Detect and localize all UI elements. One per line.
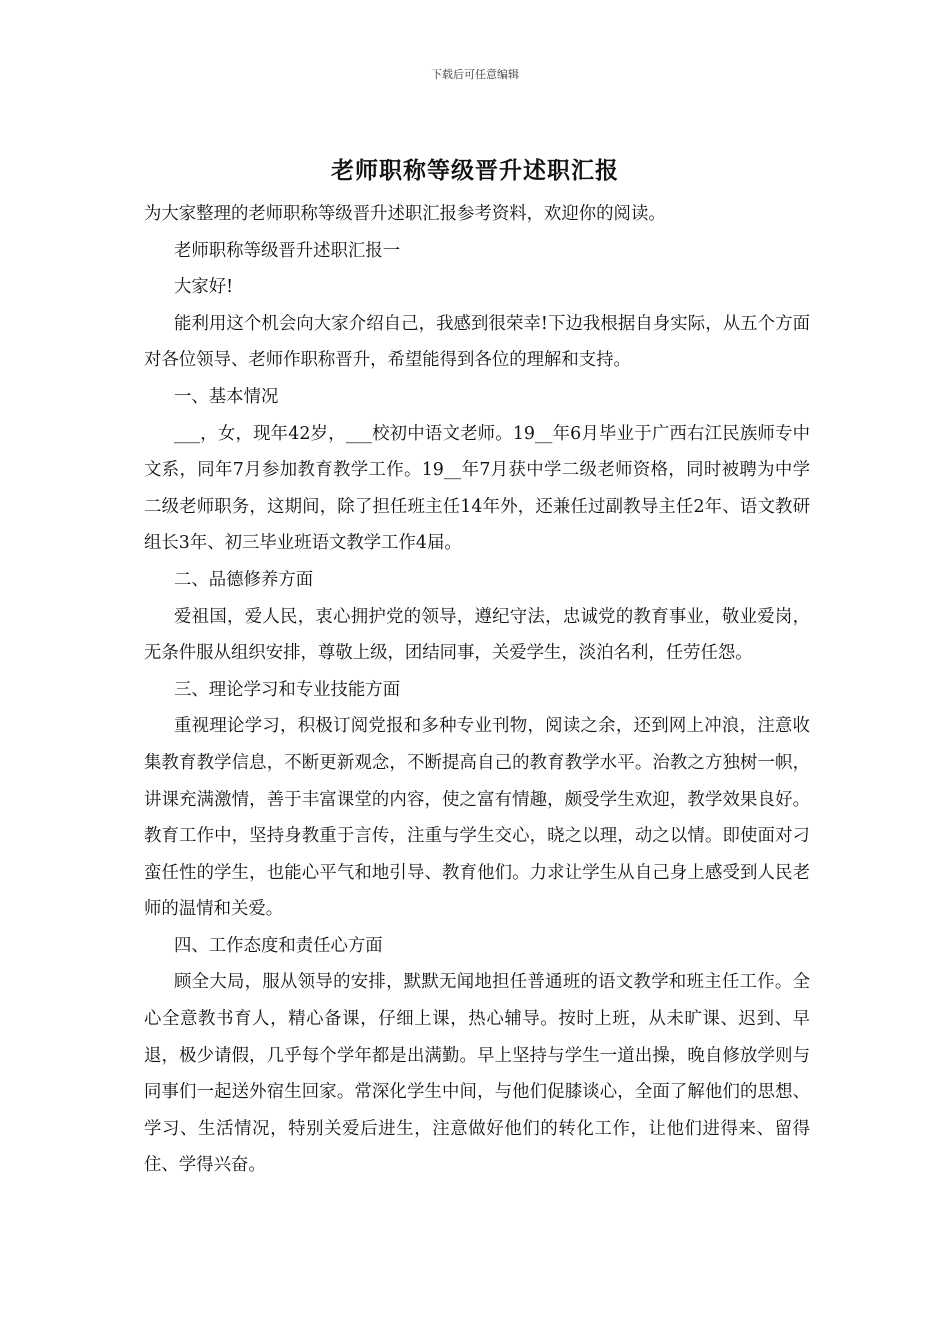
page-header-note: 下载后可任意编辑 <box>431 68 519 81</box>
section-subtitle: 老师职称等级晋升述职汇报一 <box>174 240 401 261</box>
paragraph-basic-info: ___，女，现年42岁，___校初中语文老师。19__年6月毕业于广西右江民族师专中文系，同年7月参加教育教学工作。19__年7月获中学二级老师资格，同时被聘为中学二级老师职务，这期间，除了担任班主任14年外，还兼任过副教导主任2年、语文教研组长3年、初三毕业班语文教学工作4届。 <box>144 423 810 554</box>
heading-attitude: 四、工作态度和责任心方面 <box>174 935 383 956</box>
heading-basic-info: 一、基本情况 <box>174 386 279 407</box>
intro-paragraph: 为大家整理的老师职称等级晋升述职汇报参考资料，欢迎你的阅读。 <box>144 204 666 224</box>
document-title: 老师职称等级晋升述职汇报 <box>331 157 619 184</box>
paragraph-moral: 爱祖国，爱人民，衷心拥护党的领导，遵纪守法，忠诚党的教育事业，敬业爱岗，无条件服从组织安排，尊敬上级，团结同事，关爱学生，淡泊名利，任劳任怨。 <box>144 606 810 664</box>
heading-moral: 二、品德修养方面 <box>174 569 314 590</box>
paragraph-attitude: 顾全大局，服从领导的安排，默默无闻地担任普通班的语文教学和班主任工作。全心全意教书育人，精心备课，仔细上课，热心辅导。按时上班，从未旷课、迟到、早退，极少请假，几乎每个学年都是出满勤。早上坚持与学生一道出操，晚自修放学则与同事们一起送外宿生回家。常深化学生中间，与他们促膝谈心，全面了解他们的思想、学习、生活情况，特别关爱后进生，注意做好他们的转化工作，让他们进得来、留得住、学得兴奋。 <box>144 972 810 1176</box>
document-body <box>144 196 810 1184</box>
opening-paragraph: 能利用这个机会向大家介绍自己，我感到很荣幸!下边我根据自身实际，从五个方面对各位领导、老师作职称晋升，希望能得到各位的理解和支持。 <box>144 313 810 371</box>
greeting: 大家好! <box>174 277 234 298</box>
heading-theory: 三、理论学习和专业技能方面 <box>174 679 401 700</box>
paragraph-theory: 重视理论学习，积极订阅党报和多种专业刊物，阅读之余，还到网上冲浪，注意收集教育教学信息，不断更新观念，不断提高自己的教育教学水平。治教之方独树一帜，讲课充满激情，善于丰富课堂的内容，使之富有情趣，颇受学生欢迎，教学效果良好。教育工作中，坚持身教重于言传，注重与学生交心，晓之以理，动之以情。即使面对刁蛮任性的学生，也能心平气和地引导、教育他们。力求让学生从自己身上感受到人民老师的温情和关爱。 <box>144 716 810 920</box>
